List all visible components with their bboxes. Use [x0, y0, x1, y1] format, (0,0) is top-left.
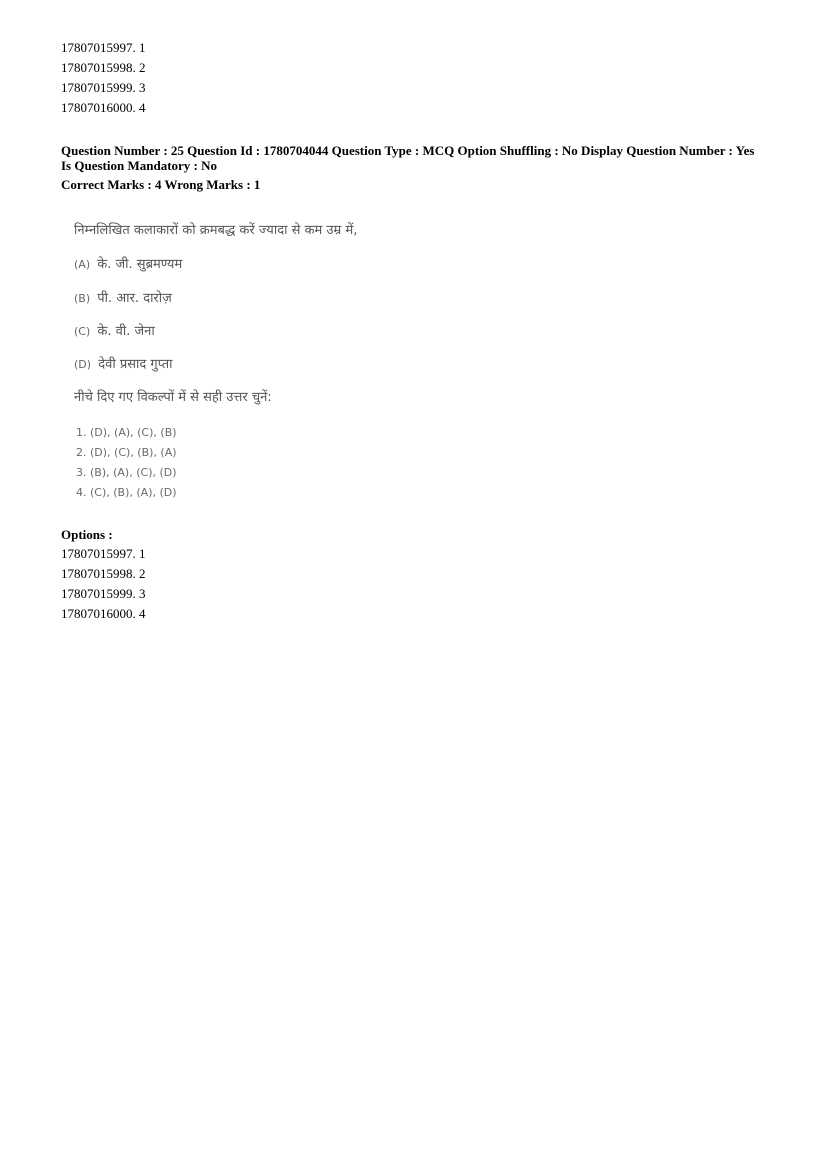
question-item-b [74, 290, 172, 308]
question-item-a [74, 256, 182, 274]
option-3: 17807015999. 3 [61, 586, 146, 601]
options-label: Options : [61, 527, 113, 542]
item-text: पी. आर. दारोज़ [97, 291, 172, 306]
question-prompt: निम्नलिखित कलाकारों को क्रमबद्ध करें ज्यादा से कम उम्र में, [74, 223, 358, 238]
prev-option-2: 17807015998. 2 [61, 60, 146, 75]
prev-option-4: 17807016000. 4 [61, 100, 146, 115]
item-text: के. जी. सुब्रमण्यम [97, 257, 183, 272]
item-tag: (C) [74, 325, 91, 338]
question-item-d [74, 356, 173, 374]
question-choice-2: 2. (D), (C), (B), (A) [76, 446, 177, 459]
prev-option-3: 17807015999. 3 [61, 80, 146, 95]
question-choice-1: 1. (D), (A), (C), (B) [76, 426, 177, 439]
item-tag: (D) [74, 358, 92, 371]
question-header: Question Number : 25 Question Id : 1780704044 Question Type : MCQ Option Shuffling : No Display Question Number : Yes [61, 143, 755, 158]
question-item-c [74, 323, 155, 341]
question-instruction: नीचे दिए गए विकल्पों में से सही उत्तर चुनें: [74, 390, 272, 405]
item-text: देवी प्रसाद गुप्ता [98, 357, 173, 372]
prev-option-1: 17807015997. 1 [61, 40, 146, 55]
question-marks: Correct Marks : 4 Wrong Marks : 1 [61, 177, 261, 192]
option-2: 17807015998. 2 [61, 566, 146, 581]
question-image [62, 212, 422, 512]
item-tag: (A) [74, 258, 91, 271]
item-tag: (B) [74, 292, 91, 305]
question-choice-4: 4. (C), (B), (A), (D) [76, 486, 177, 499]
item-text: के. वी. जेना [97, 324, 155, 339]
question-mandatory: Is Question Mandatory : No [61, 158, 218, 173]
question-choice-3: 3. (B), (A), (C), (D) [76, 466, 177, 479]
option-4: 17807016000. 4 [61, 606, 146, 621]
option-1: 17807015997. 1 [61, 546, 146, 561]
